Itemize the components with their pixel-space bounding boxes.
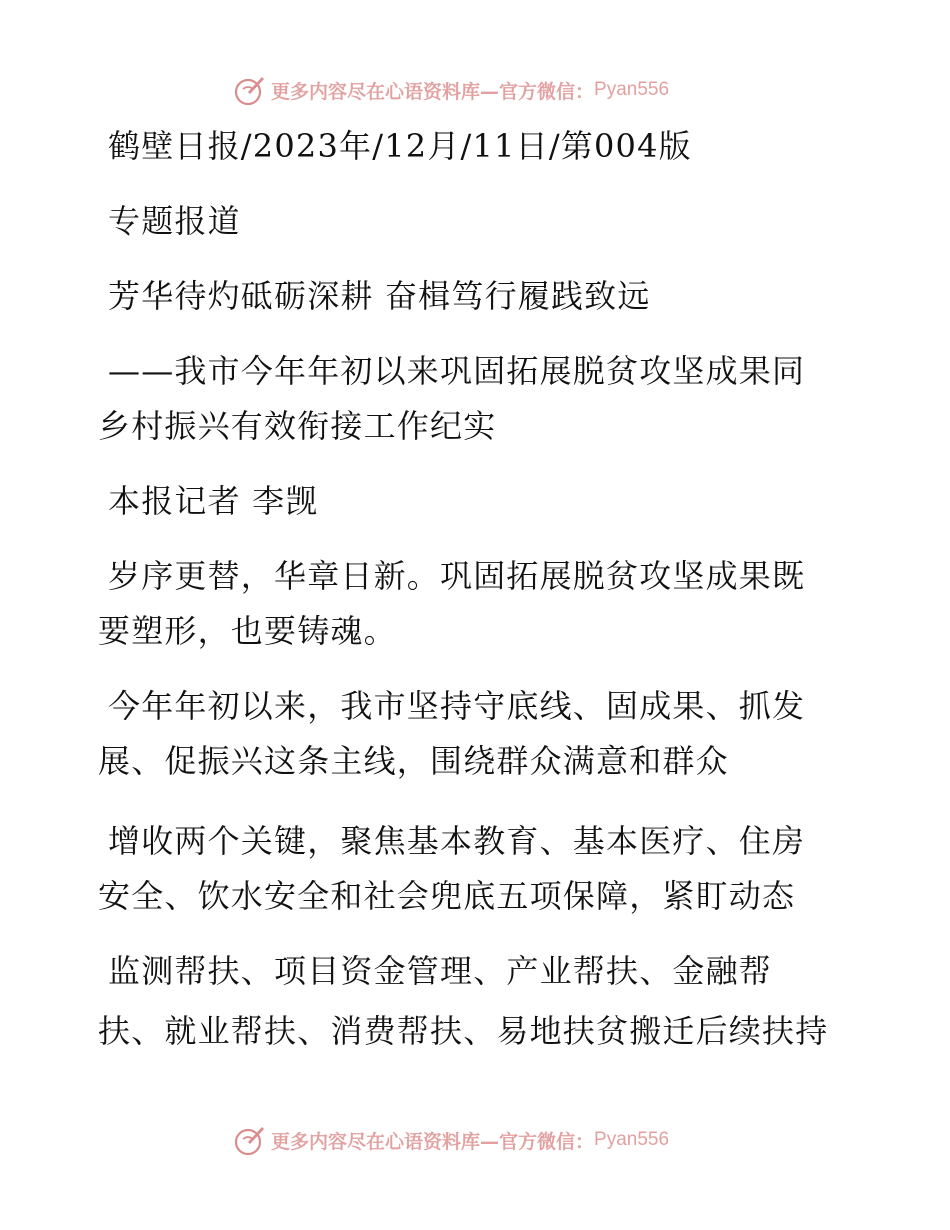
section-label: 专题报道 (108, 202, 241, 240)
paragraph-1-line-1: 岁序更替，华章日新。巩固拓展脱贫攻坚成果既 (108, 557, 806, 595)
quill-circle-logo-icon (233, 1123, 267, 1157)
byline: 本报记者 李觊 (108, 482, 319, 520)
subheadline-line-2: 乡村振兴有效衔接工作纪实 (98, 407, 497, 445)
paragraph-4-line-1: 监测帮扶、项目资金管理、产业帮扶、金融帮 (108, 952, 773, 990)
paragraph-4-line-2: 扶、就业帮扶、消费帮扶、易地扶贫搬迁后续扶持 (98, 1012, 829, 1050)
headline: 芳华待灼砥砺深耕 奋楫笃行履践致远 (108, 277, 651, 315)
paragraph-2-line-1: 今年年初以来，我市坚持守底线、固成果、抓发 (108, 687, 806, 725)
watermark-text: 更多内容尽在心语资料库—官方微信： (271, 80, 595, 103)
subheadline-line-1: ——我市今年年初以来巩固拓展脱贫攻坚成果同 (108, 352, 806, 390)
paragraph-3-line-2: 安全、饮水安全和社会兜底五项保障，紧盯动态 (98, 877, 796, 915)
watermark-wechat-id: Pyan556 (594, 79, 670, 100)
watermark-wechat-id: Pyan556 (594, 1129, 670, 1150)
paragraph-1-line-2: 要塑形，也要铸魂。 (98, 612, 397, 650)
quill-circle-logo-icon (233, 73, 267, 107)
dateline: 鹤壁日报/2023年/12月/11日/第004版 (108, 127, 692, 165)
paragraph-2-line-2: 展、促振兴这条主线，围绕群众满意和群众 (98, 742, 729, 780)
watermark-header (233, 70, 669, 110)
paragraph-3-line-1: 增收两个关键，聚焦基本教育、基本医疗、住房 (108, 822, 806, 860)
watermark-footer (233, 1120, 669, 1160)
watermark-text: 更多内容尽在心语资料库—官方微信： (271, 1130, 595, 1153)
